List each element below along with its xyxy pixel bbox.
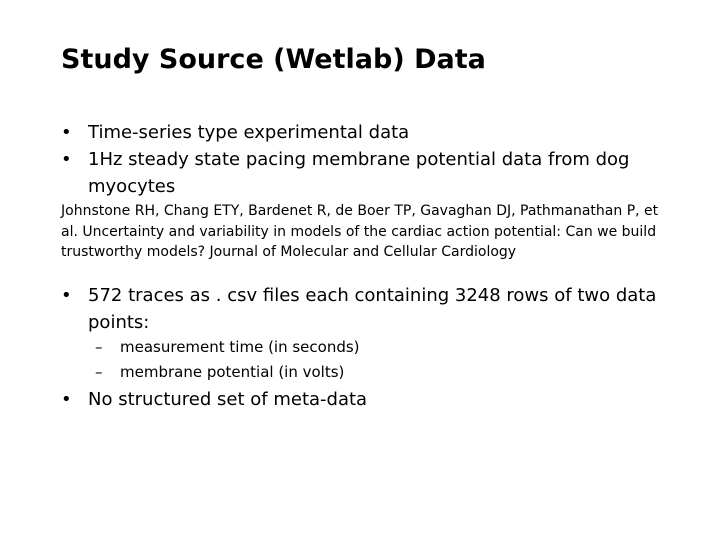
sub-bullet-item — [95, 360, 655, 385]
bullet-item — [61, 282, 701, 336]
bullet-marker: • — [61, 149, 72, 170]
bullet-text: No structured set of meta-data — [88, 389, 368, 410]
sub-bullet-text: membrane potential (in volts) — [120, 363, 345, 381]
bullet-list-bottom — [61, 386, 701, 413]
sub-bullet-marker: – — [95, 338, 103, 356]
bullet-list-top — [61, 119, 701, 200]
bullet-marker: • — [61, 389, 72, 410]
bullet-item — [61, 146, 701, 200]
bullet-text: 572 traces as . csv files each containing 3248 rows of two data points: — [88, 285, 657, 333]
bullet-text: 1Hz steady state pacing membrane potential data from dog myocytes — [88, 149, 630, 197]
bullet-marker: • — [61, 122, 72, 143]
sub-bullet-text: measurement time (in seconds) — [120, 338, 360, 356]
sub-bullet-marker: – — [95, 363, 103, 381]
bullet-list-traces — [61, 282, 701, 336]
sub-bullet-item — [95, 335, 655, 360]
slide-title: Study Source (Wetlab) Data — [61, 44, 486, 75]
bullet-item — [61, 119, 701, 146]
bullet-item — [61, 386, 701, 413]
bullet-text: Time-series type experimental data — [88, 122, 410, 143]
citation-text: Johnstone RH, Chang ETY, Bardenet R, de Boer TP, Gavaghan DJ, Pathmanathan P, et al. Uncertainty and variability in models of the cardiac action potential: Can we build trustworthy models? Journal of Molecular and Cellular Cardiology — [61, 203, 659, 260]
bullet-marker: • — [61, 285, 72, 306]
sub-bullet-list — [95, 335, 655, 385]
